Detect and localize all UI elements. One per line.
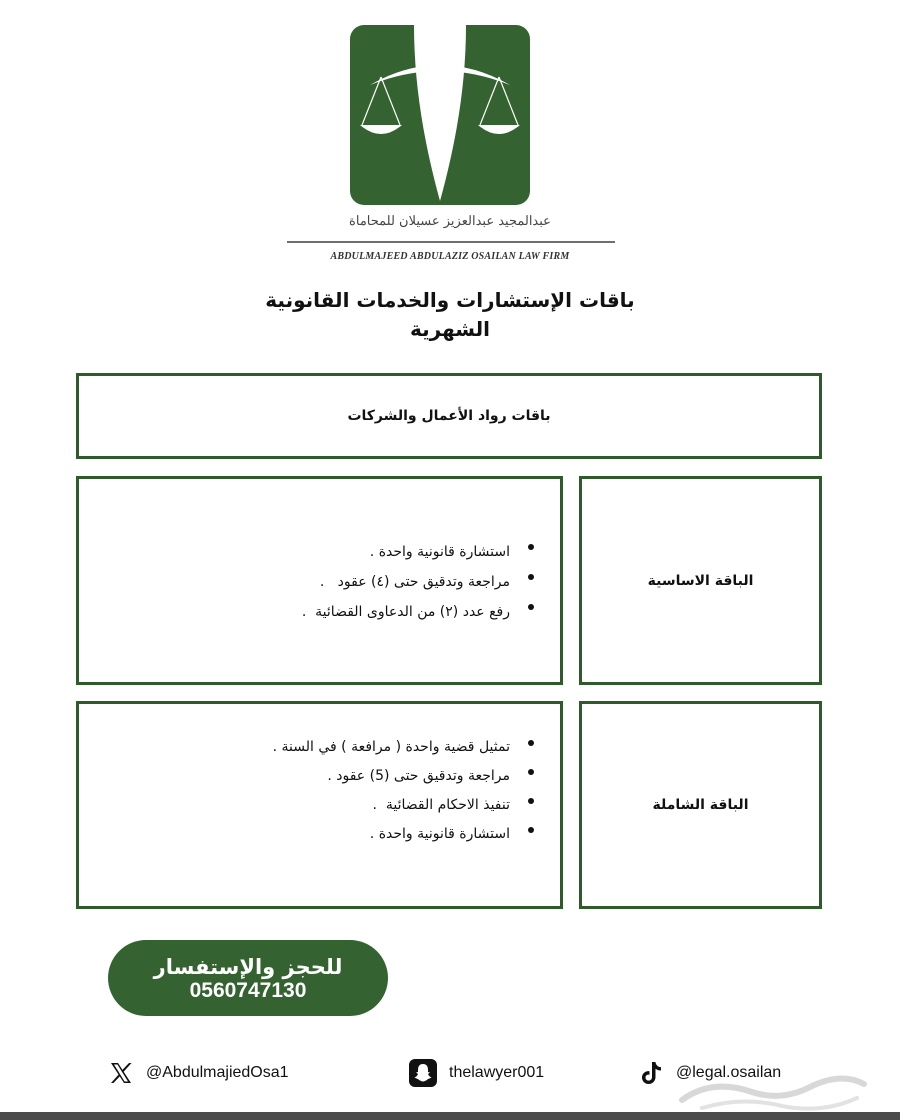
watermark	[672, 1066, 872, 1114]
page-title-line-2: الشهرية	[410, 317, 490, 341]
list-item: استشارة قانونية واحدة .	[302, 537, 534, 567]
divider	[287, 241, 615, 243]
firm-name-arabic: عبدالمجيد عبدالعزيز عسيلان للمحاماة	[349, 214, 551, 229]
booking-label: للحجز والإستفسار	[153, 955, 343, 979]
booking-button[interactable]	[108, 940, 388, 1016]
package-name-comprehensive: الباقة الشاملة	[652, 797, 749, 813]
x-handle: @AbdulmajiedOsa1	[146, 1064, 289, 1081]
snapchat-icon	[409, 1059, 437, 1087]
package-name-box-comprehensive	[579, 701, 822, 909]
bottom-bar	[0, 1112, 900, 1120]
x-icon	[108, 1060, 134, 1086]
list-item: تمثيل قضية واحدة ( مرافعة ) في السنة .	[273, 733, 534, 762]
social-x[interactable]	[108, 1058, 289, 1088]
section-header-box	[76, 373, 822, 459]
booking-phone: 0560747130	[189, 979, 307, 1002]
package-name-basic: الباقة الاساسية	[647, 572, 754, 589]
list-item: استشارة قانونية واحدة .	[273, 820, 534, 849]
list-item: مراجعة وتدقيق حتى (5) عقود .	[273, 762, 534, 791]
list-item: رفع عدد (٢) من الدعاوى القضائية .	[302, 597, 534, 627]
package-details-box-comprehensive	[76, 701, 563, 909]
package-details-box-basic	[76, 476, 563, 685]
tiktok-handle: @legal.osailan	[676, 1064, 782, 1081]
package-items-basic	[302, 537, 534, 627]
snapchat-handle: thelawyer001	[449, 1064, 545, 1081]
page-title	[180, 286, 720, 344]
section-header: باقات رواد الأعمال والشركات	[347, 408, 551, 424]
package-name-box-basic	[579, 476, 822, 685]
firm-logo	[350, 25, 530, 205]
social-snapchat[interactable]	[409, 1058, 544, 1088]
package-items-comprehensive	[273, 733, 534, 849]
tiktok-icon	[640, 1060, 664, 1086]
firm-name-english: ABDULMAJEED ABDULAZIZ OSAILAN LAW FIRM	[330, 251, 570, 262]
list-item: مراجعة وتدقيق حتى (٤) عقود .	[302, 567, 534, 597]
page-title-line-1: باقات الإستشارات والخدمات القانونية	[265, 288, 635, 312]
list-item: تنفيذ الاحكام القضائية .	[273, 791, 534, 820]
